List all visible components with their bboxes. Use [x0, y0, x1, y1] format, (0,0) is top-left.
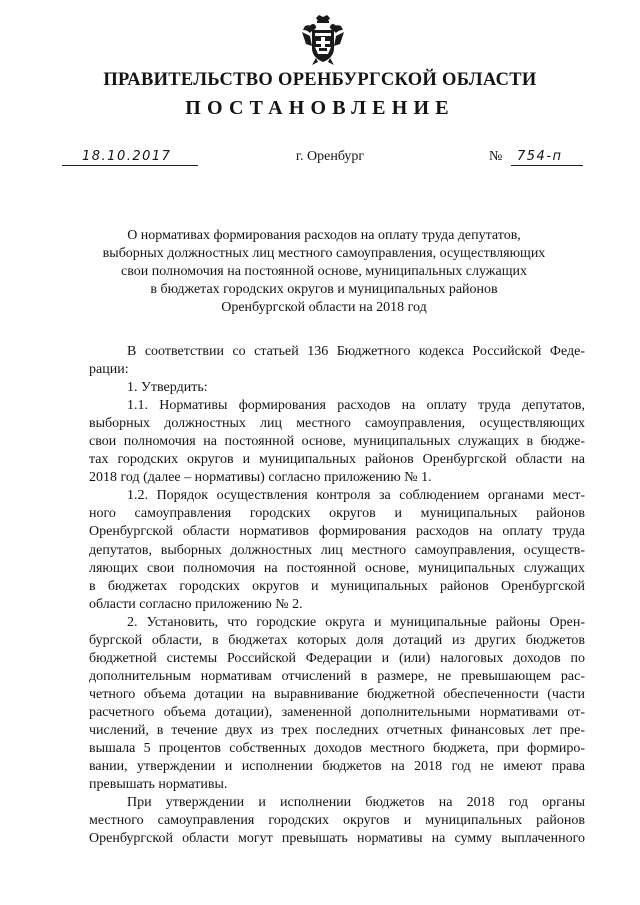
body-line: расчетного объема дотации), замененной дополнительными нормативами от- [89, 704, 585, 720]
body-line: 2. Установить, что городские округа и муниципальные районы Орен- [127, 614, 585, 630]
document-meta [0, 149, 640, 171]
body-line: вании, утверждении и исполнении бюджетов на 2018 год не имеют права [89, 759, 585, 775]
title-line: свои полномочия на постоянной основе, муниципальных служащих [121, 264, 527, 279]
body-line: бургской области, в бюджетах которых доля дотаций из других бюджетов [89, 632, 585, 648]
body-line: ляющих свои полномочия на постоянной основе, муниципальных служащих [89, 560, 585, 576]
document-date: 18.10.2017 [62, 149, 198, 166]
title-line: выборных должностных лиц местного самоуправления, осуществляющих [102, 246, 546, 261]
body-line: четного объема дотации на выравнивание бюджетной обеспеченности (части [89, 686, 585, 702]
body-line: При утверждении и исполнении бюджетов на 2018 год органы [127, 795, 585, 811]
document-body [89, 343, 585, 848]
document-title [60, 227, 588, 317]
body-line: свои полномочия на постоянной основе, муниципальных служащих в бюдже- [89, 434, 585, 450]
title-line: в бюджетах городских округов и муниципальных районов [150, 282, 498, 297]
number-sign: № [489, 149, 503, 164]
body-line: в бюджетах городских округов и муниципальных районов Оренбургской [89, 578, 585, 594]
body-line: Оренбургской области могут превышать нормативы на сумму выплаченного [89, 831, 585, 847]
body-line: В соответствии со статьей 136 Бюджетного кодекса Российской Феде- [127, 344, 585, 359]
body-line: ного самоуправления городских округов и муниципальных районов [89, 506, 585, 522]
coat-of-arms-icon [300, 14, 346, 66]
body-line: Оренбургской области нормативов формирования расходов на оплату труда [89, 524, 585, 540]
body-line: тах городских округов и муниципальных районов Оренбургской области на [89, 452, 585, 468]
body-line: дополнительным нормативам отчислений в размере, не превышающем рас- [89, 668, 585, 684]
body-line: выборных должностных лиц местного самоуправления, осуществляющих [89, 416, 585, 432]
body-line: 1. Утвердить: [127, 380, 208, 396]
body-line: местного самоуправления городских округов и муниципальных районов [89, 813, 585, 829]
organization-name: ПРАВИТЕЛЬСТВО ОРЕНБУРГСКОЙ ОБЛАСТИ [103, 70, 537, 90]
body-line: рации: [89, 362, 129, 378]
body-line: бюджетной системы Российской Федерации и (или) налоговых доходов по [89, 650, 585, 666]
title-line: Оренбургской области на 2018 год [221, 300, 427, 315]
body-line: депутатов, выборных должностных лиц местного самоуправления, осуществ- [89, 542, 585, 558]
body-line: 1.2. Порядок осуществления контроля за соблюдением органами мест- [127, 488, 585, 504]
body-line: 1.1. Нормативы формирования расходов на оплату труда депутатов, [127, 398, 585, 414]
document-type: ПОСТАНОВЛЕНИЕ [185, 97, 455, 119]
document-city: г. Оренбург [295, 149, 365, 164]
body-line: вышала 5 процентов собственных доходов местного бюджета, при формиро- [89, 741, 585, 757]
title-line: О нормативах формирования расходов на оплату труда депутатов, [127, 228, 521, 243]
document-number: 754-п [511, 149, 583, 166]
body-line: 2018 год (далее – нормативы) согласно приложению № 1. [89, 470, 432, 486]
body-line: числений, в течение двух из трех последних отчетных финансовых лет пре- [89, 722, 585, 738]
body-line: превышать нормативы. [89, 777, 228, 793]
body-line: области согласно приложению № 2. [89, 596, 303, 612]
